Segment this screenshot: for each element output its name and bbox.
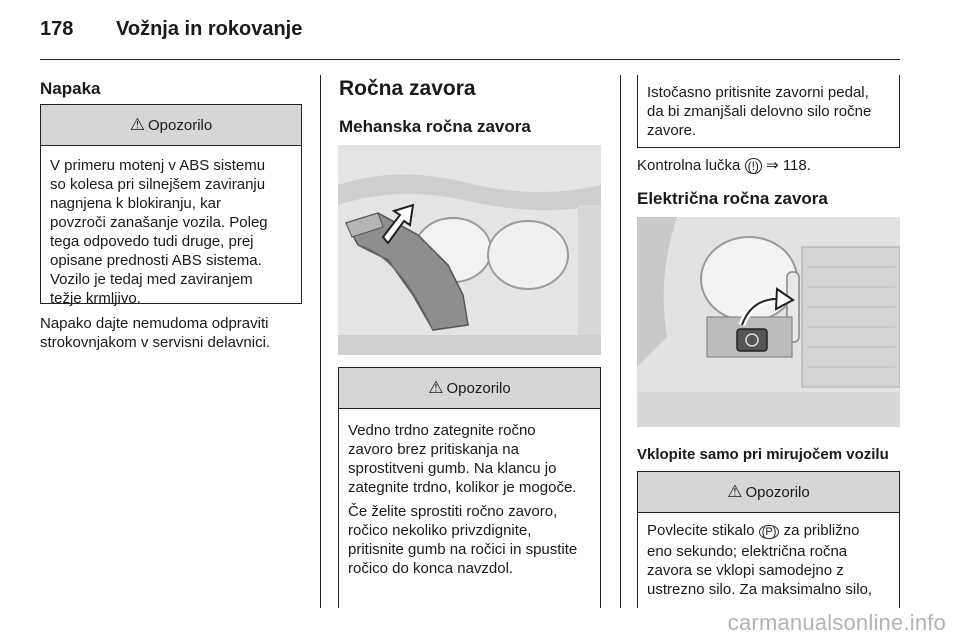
- text-line: opisane prednosti ABS sistema.: [50, 252, 262, 269]
- warning-paragraph: [348, 502, 591, 578]
- text-line: nagnjena k blokiranju, kar: [50, 195, 221, 212]
- photo-caption: Vklopite samo pri mirujočem vozilu: [637, 446, 889, 463]
- warning-triangle-icon: ⚠: [129, 115, 146, 134]
- text-line: eno sekundo; električna ročna: [647, 543, 848, 560]
- warning-text: [339, 409, 600, 578]
- text-line: Vedno trdno zategnite ročno: [348, 422, 536, 439]
- column-divider-left: [320, 75, 321, 608]
- text-line: sprostitveni gumb. Na klancu jo: [348, 460, 557, 477]
- text-line: Če želite sprostiti ročno zavoro,: [348, 503, 558, 520]
- brake-warning-light-icon: (!): [745, 158, 762, 174]
- warning-box-epb: [637, 471, 900, 608]
- text-line: ustrezno silo. Za maksimalno silo,: [647, 581, 873, 598]
- electric-parking-brake-photo: [637, 217, 900, 427]
- warning-title: Opozorilo: [446, 379, 511, 397]
- text-line: težje krmljivo.: [50, 290, 141, 307]
- text-line: strokovnjakom v servisni delavnici.: [40, 334, 271, 351]
- warning-triangle-icon: ⚠: [428, 378, 444, 397]
- warning-text: [41, 146, 301, 308]
- warning-paragraph: [348, 421, 591, 497]
- column-divider-right: [620, 75, 621, 608]
- page-number: 178: [40, 18, 74, 40]
- page-reference: 118.: [782, 157, 811, 174]
- section-heading-rocna-zavora: Ročna zavora: [339, 77, 476, 100]
- text-line: [647, 521, 890, 542]
- warning-title: Opozorilo: [745, 483, 810, 501]
- page-ref-arrow-icon: ⇒: [766, 157, 779, 174]
- repair-paragraph: [40, 314, 310, 352]
- text-line: ročico do konca navzdol.: [348, 560, 514, 577]
- text-line: V primeru motenj v ABS sistemu: [50, 157, 266, 174]
- text-line: zavore.: [647, 122, 697, 139]
- text-line: pritisnite gumb na ročici in spustite: [348, 541, 578, 558]
- indicator-label: Kontrolna lučka: [637, 157, 741, 174]
- text-line: Vozilo je tedaj med zaviranjem: [50, 271, 253, 288]
- handbrake-illustration: [338, 145, 601, 355]
- warning-header: [339, 368, 600, 409]
- warning-box-handbrake: [338, 367, 601, 608]
- text-line: povzroči zanašanje vozila. Poleg: [50, 214, 268, 231]
- watermark: carmanualsonline.info: [727, 610, 946, 635]
- subheading-mehanska: Mehanska ročna zavora: [339, 117, 531, 136]
- text-line: Napako dajte nemudoma odpraviti: [40, 315, 269, 332]
- text-line: da bi zmanjšali delovno silo ročne: [647, 103, 872, 120]
- text-line: so kolesa pri silnejšem zaviranju: [50, 176, 266, 193]
- parking-brake-switch-icon: (P): [759, 525, 780, 539]
- text-fragment: za približno: [783, 522, 860, 539]
- mechanical-handbrake-photo: [338, 145, 601, 355]
- warning-box-abs: [40, 104, 302, 307]
- warning-text: [638, 513, 899, 599]
- section-heading-napaka: Napaka: [40, 79, 101, 98]
- header-rule: [40, 59, 900, 60]
- text-fragment: Povlecite stikalo: [647, 522, 755, 539]
- text-line: ročico nekoliko privzdignite,: [348, 522, 532, 539]
- section-heading-elektricna: Električna ročna zavora: [637, 189, 828, 208]
- text-line: Istočasno pritisnite zavorni pedal,: [647, 84, 869, 101]
- epb-switch-illustration: [637, 217, 900, 427]
- indicator-reference: [637, 156, 811, 176]
- text-line: zavora se vklopi samodejno z: [647, 562, 844, 579]
- text-line: tega odpovedo tudi druge, prej: [50, 233, 254, 250]
- warning-triangle-icon: ⚠: [727, 482, 743, 501]
- page-title: Vožnja in rokovanje: [116, 18, 303, 40]
- warning-header: [638, 472, 899, 513]
- text-line: zategnite trdno, kolikor je mogoče.: [348, 479, 577, 496]
- warning-header: [41, 105, 301, 146]
- text-line: zavoro brez pritiskanja na: [348, 441, 519, 458]
- warning-title: Opozorilo: [148, 116, 213, 134]
- continued-warning-box: [637, 75, 900, 148]
